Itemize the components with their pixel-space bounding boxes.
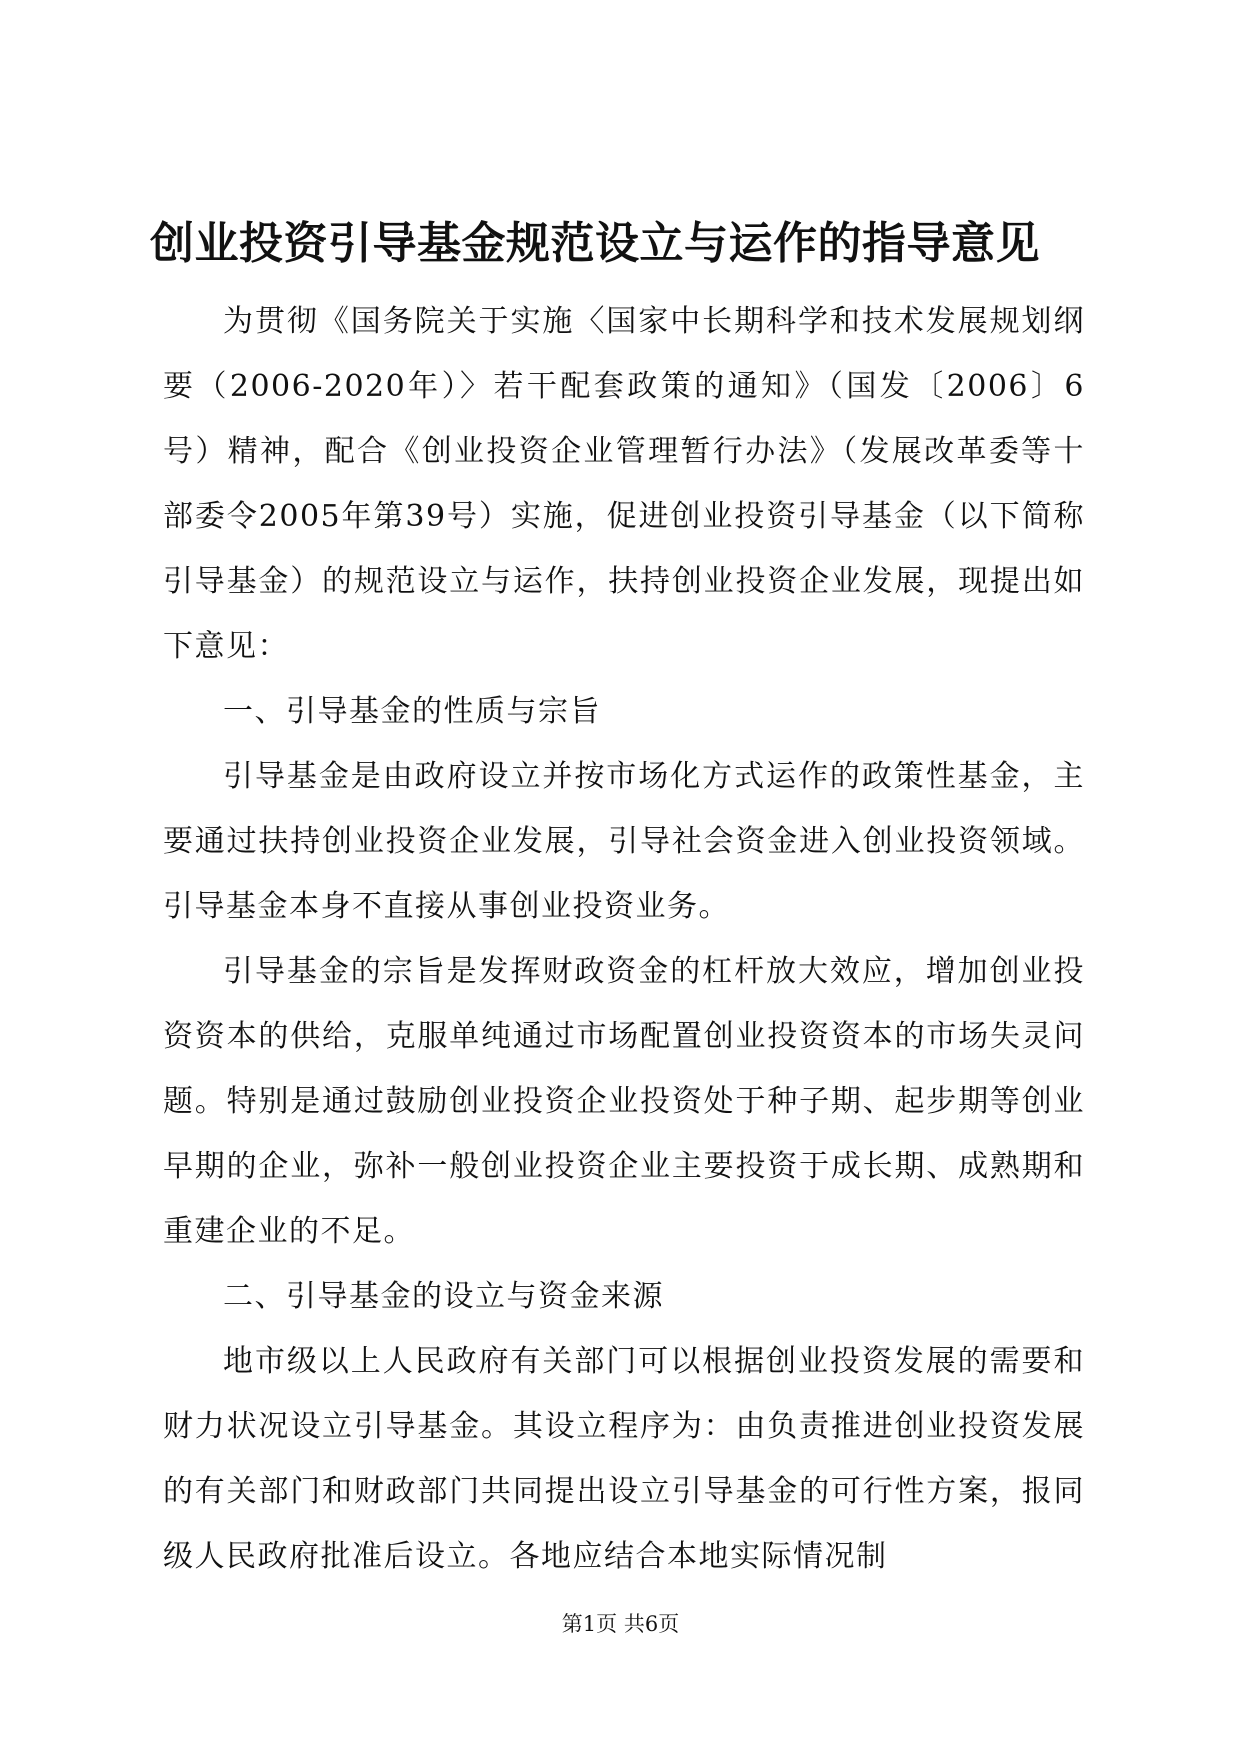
document-title: 创业投资引导基金规范设立与运作的指导意见 [150, 218, 1040, 269]
page-number-footer: 第1页 共6页 [561, 1612, 680, 1636]
section-heading-1: 一、引导基金的性质与宗旨 [223, 694, 601, 729]
paragraph-establishment: 地市级以上人民政府有关部门可以根据创业投资发展的需要和财力状况设立引导基金。其设立程序为：由负责推进创业投资发展的有关部门和财政部门共同提出设立引导基金的可行性方案，报同级人民政府批准后设立。各地应结合本地实际情况制 [163, 1344, 1085, 1574]
section-heading-2: 二、引导基金的设立与资金来源 [223, 1279, 664, 1314]
paragraph-nature: 引导基金是由政府设立并按市场化方式运作的政策性基金，主要通过扶持创业投资企业发展，引导社会资金进入创业投资领域。引导基金本身不直接从事创业投资业务。 [163, 759, 1085, 924]
paragraph-purpose: 引导基金的宗旨是发挥财政资金的杠杆放大效应，增加创业投资资本的供给，克服单纯通过市场配置创业投资资本的市场失灵问题。特别是通过鼓励创业投资企业投资处于种子期、起步期等创业早期的企业，弥补一般创业投资企业主要投资于成长期、成熟期和重建企业的不足。 [163, 954, 1085, 1249]
paragraph-intro: 为贯彻《国务院关于实施〈国家中长期科学和技术发展规划纲要（2006-2020年）〉若干配套政策的通知》（国发〔2006〕6号）精神，配合《创业投资企业管理暂行办法》（发展改革委等十部委令2005年第39号）实施，促进创业投资引导基金（以下简称引导基金）的规范设立与运作，扶持创业投资企业发展，现提出如下意见： [163, 304, 1085, 664]
document-body [163, 289, 1085, 1589]
